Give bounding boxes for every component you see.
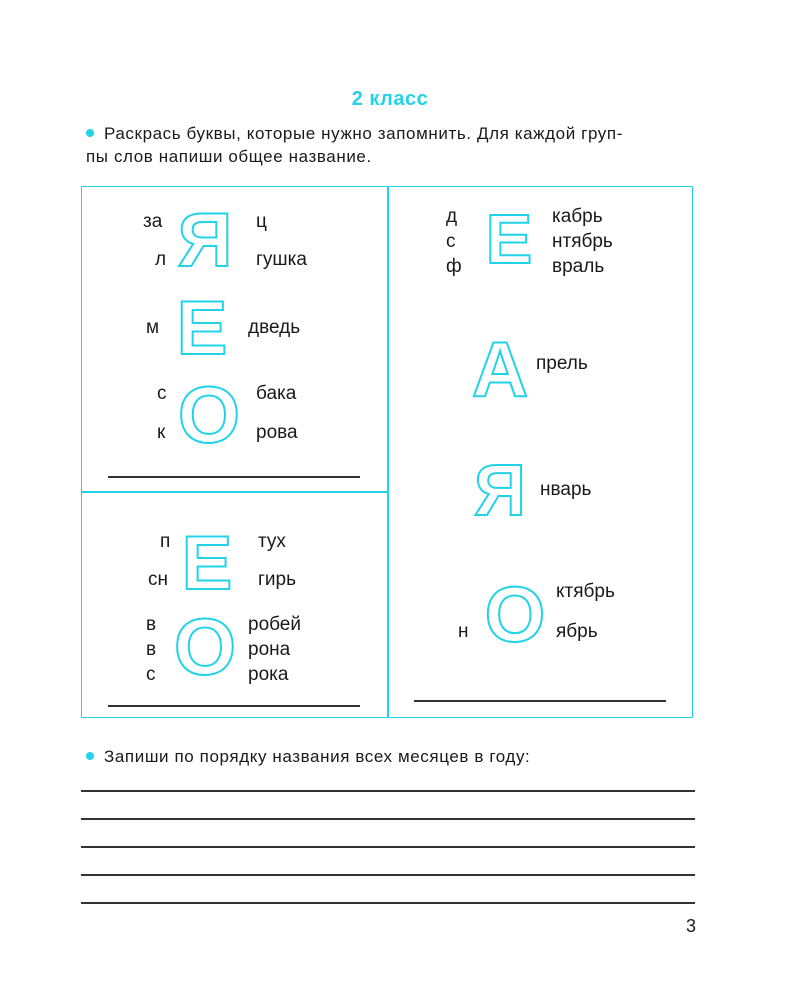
outline-letter-ya[interactable]: Я — [474, 451, 526, 531]
writing-line[interactable] — [81, 874, 695, 876]
word-part: враль — [552, 256, 605, 277]
word-part: нварь — [540, 479, 592, 500]
word-part: гушка — [256, 249, 307, 270]
word-part: робей — [248, 614, 301, 635]
word-part: л — [155, 249, 167, 270]
word-part: к — [157, 422, 166, 443]
outline-letter-e[interactable]: Е — [176, 286, 228, 371]
word-part: ктябрь — [556, 581, 615, 602]
outline-letter-o[interactable]: О — [173, 602, 237, 691]
word-part: п — [160, 531, 171, 552]
word-part: в — [146, 614, 157, 635]
word-part: ц — [256, 211, 267, 232]
bullet-icon — [86, 752, 94, 760]
word-part: гирь — [258, 569, 297, 590]
outline-letter-e[interactable]: Е — [181, 521, 233, 606]
page-number: 3 — [686, 916, 697, 936]
word-part: за — [143, 211, 163, 232]
outline-letter-o[interactable]: О — [177, 370, 241, 459]
word-part: с — [146, 664, 156, 685]
answer-line[interactable] — [414, 700, 666, 702]
outline-letter-ya[interactable]: Я — [177, 198, 233, 283]
word-part: ф — [446, 256, 462, 277]
word-part: дведь — [248, 317, 301, 338]
outline-letter-e[interactable]: Е — [485, 200, 533, 278]
task-instruction-2 — [86, 744, 530, 769]
writing-line[interactable] — [81, 790, 695, 792]
word-part: с — [157, 383, 167, 404]
instruction-line-2: пы слов напиши общее название. — [86, 147, 372, 166]
task-instruction-1 — [86, 121, 623, 146]
word-part: бака — [256, 383, 297, 404]
answer-line[interactable] — [108, 476, 360, 478]
answer-line[interactable] — [108, 705, 360, 707]
page-title: 2 класс — [351, 88, 429, 110]
word-part: в — [146, 639, 157, 660]
bullet-icon — [86, 129, 94, 137]
word-part: рока — [248, 664, 289, 685]
word-part: кабрь — [552, 206, 603, 227]
outline-letter-a[interactable]: А — [471, 325, 529, 413]
word-part: м — [146, 317, 160, 338]
instruction-text-2: Запиши по порядку названия всех месяцев в году: — [104, 747, 531, 766]
word-part: н — [458, 621, 469, 642]
word-part: нтябрь — [552, 231, 613, 252]
word-part: сн — [148, 569, 168, 590]
word-part: прель — [536, 353, 588, 374]
writing-line[interactable] — [81, 902, 695, 904]
frame-divider-horizontal — [81, 491, 388, 493]
frame-divider-vertical — [387, 186, 389, 718]
word-part: с — [446, 231, 456, 252]
outline-letter-o[interactable]: О — [484, 570, 546, 658]
word-part: рова — [256, 422, 298, 443]
word-part: д — [446, 206, 458, 227]
word-part: ябрь — [556, 621, 598, 642]
word-part: тух — [258, 531, 286, 552]
writing-line[interactable] — [81, 818, 695, 820]
instruction-line-1: Раскрась буквы, которые нужно запомнить. Для каждой груп- — [104, 124, 623, 143]
word-part: рона — [248, 639, 291, 660]
writing-line[interactable] — [81, 846, 695, 848]
